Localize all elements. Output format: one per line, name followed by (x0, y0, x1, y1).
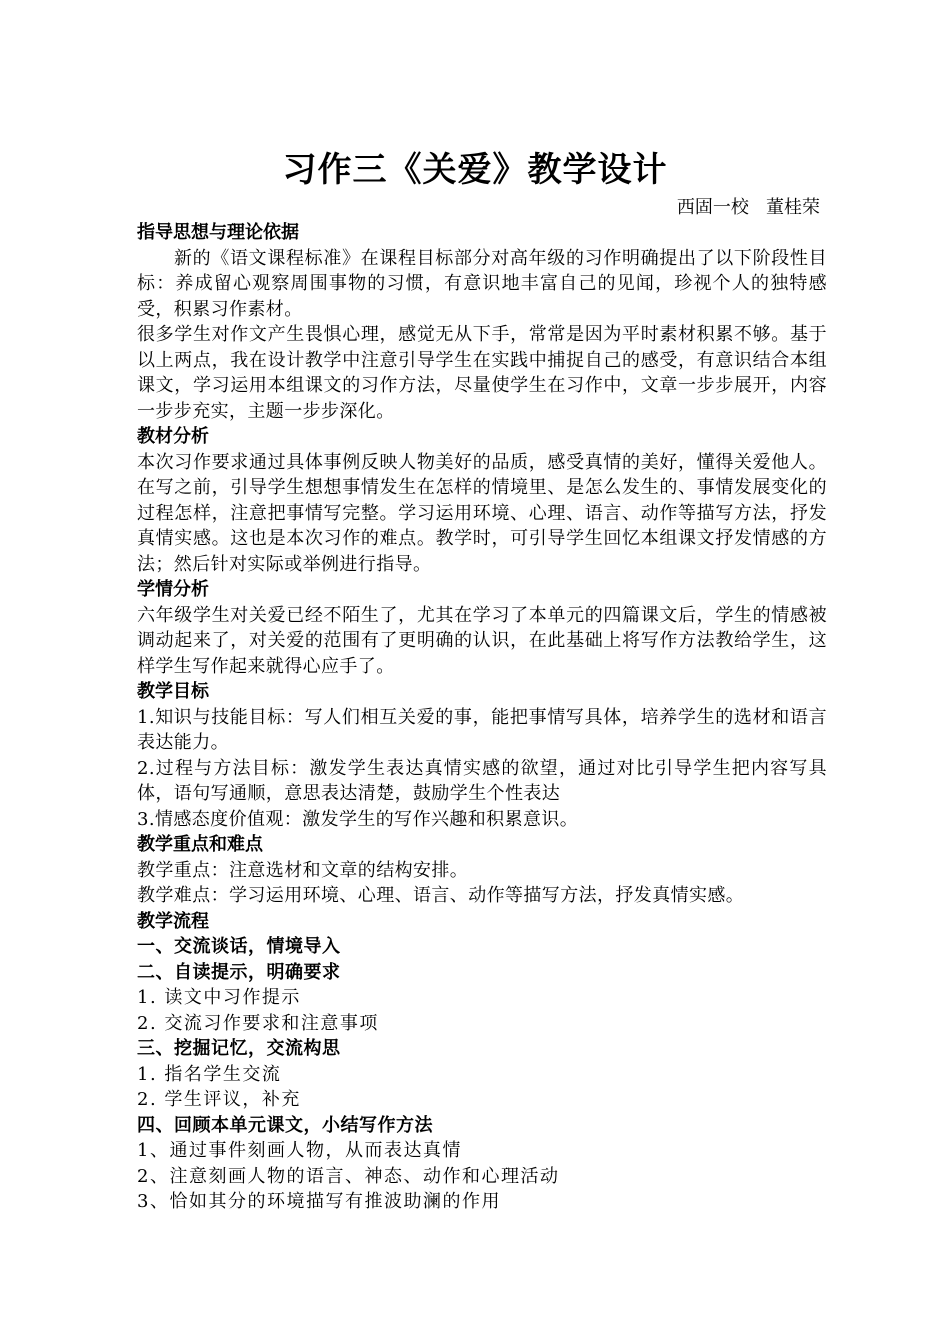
document-title: 习作三《关爱》教学设计 (282, 150, 668, 190)
goal-knowledge: 1.知识与技能目标：写人们相互关爱的事，能把事情写具体，培养学生的选材和语言表达能力。 (137, 706, 827, 753)
process-step-3: 三、挖掘记忆，交流构思 (137, 1038, 341, 1059)
guiding-paragraph-1: 新的《语文课程标准》在课程目标部分对高年级的习作明确提出了以下阶段性目标：养成留心观察周围事物的习惯，有意识地丰富自己的见闻，珍视个人的独特感受，积累习作素材。 (137, 247, 827, 320)
list-item: 1、通过事件刻画人物，从而表达真情 (137, 1140, 462, 1161)
guiding-paragraph-2: 很多学生对作文产生畏惧心理，感觉无从下手，常常是因为平时素材积累不够。基于以上两点，我在设计教学中注意引导学生在实践中捕捉自己的感受，有意识结合本组课文，学习运用本组课文的习作方法，尽量使学生在习作中，文章一步步展开，内容一步步充实，主题一步步深化。 (137, 324, 827, 422)
list-item: 1. 读文中习作提示 (137, 987, 301, 1008)
section-heading-guiding: 指导思想与理论依据 (137, 222, 299, 243)
list-item: 2、注意刻画人物的语言、神态、动作和心理活动 (137, 1165, 560, 1187)
process-step-2: 二、自读提示，明确要求 (137, 961, 341, 983)
process-step-4: 四、回顾本单元课文，小结写作方法 (137, 1114, 433, 1136)
students-paragraph: 六年级学生对关爱已经不陌生了，尤其在学习了本单元的四篇课文后，学生的情感被调动起来了，对关爱的范围有了更明确的认识，在此基础上将写作方法教给学生，这样学生写作起来就得心应手了。 (137, 604, 827, 677)
process-step-1: 一、交流谈话，情境导入 (137, 936, 341, 957)
material-paragraph: 本次习作要求通过具体事例反映人物美好的品质，感受真情的美好，懂得关爱他人。在写之前，引导学生想想事情发生在怎样的情境里、是怎么发生的、事情发展变化的过程怎样，注意把事情写完整。学习运用环境、心理、语言、动作等描写方法，抒发真情实感。这也是本次习作的难点。教学时，可引导学生回忆本组课文抒发情感的方法；然后针对实际或举例进行指导。 (137, 451, 827, 575)
keypoint-difficulty: 教学难点：学习运用环境、心理、语言、动作等描写方法，抒发真情实感。 (137, 885, 745, 906)
list-item: 1. 指名学生交流 (137, 1063, 282, 1085)
list-item: 2. 学生评议，补充 (137, 1089, 301, 1110)
goal-process: 2.过程与方法目标：激发学生表达真情实感的欲望，通过对比引导学生把内容写具体，语句写通顺，意思表达清楚，鼓励学生个性表达 (137, 757, 827, 804)
goal-attitude: 3.情感态度价值观：激发学生的写作兴趣和积累意识。 (137, 808, 579, 830)
keypoint-focus: 教学重点：注意选材和文章的结构安排。 (137, 859, 469, 881)
section-heading-students: 学情分析 (137, 579, 209, 600)
author-line: 西固一校 董桂荣 (676, 197, 820, 218)
section-heading-goals: 教学目标 (137, 681, 209, 702)
section-heading-process: 教学流程 (137, 910, 209, 932)
section-heading-material: 教材分析 (137, 426, 209, 447)
document-body (137, 220, 827, 1215)
list-item: 2. 交流习作要求和注意事项 (137, 1012, 379, 1034)
section-heading-keypoints: 教学重点和难点 (137, 834, 263, 855)
list-item: 3、恰如其分的环境描写有推波助澜的作用 (137, 1191, 501, 1212)
